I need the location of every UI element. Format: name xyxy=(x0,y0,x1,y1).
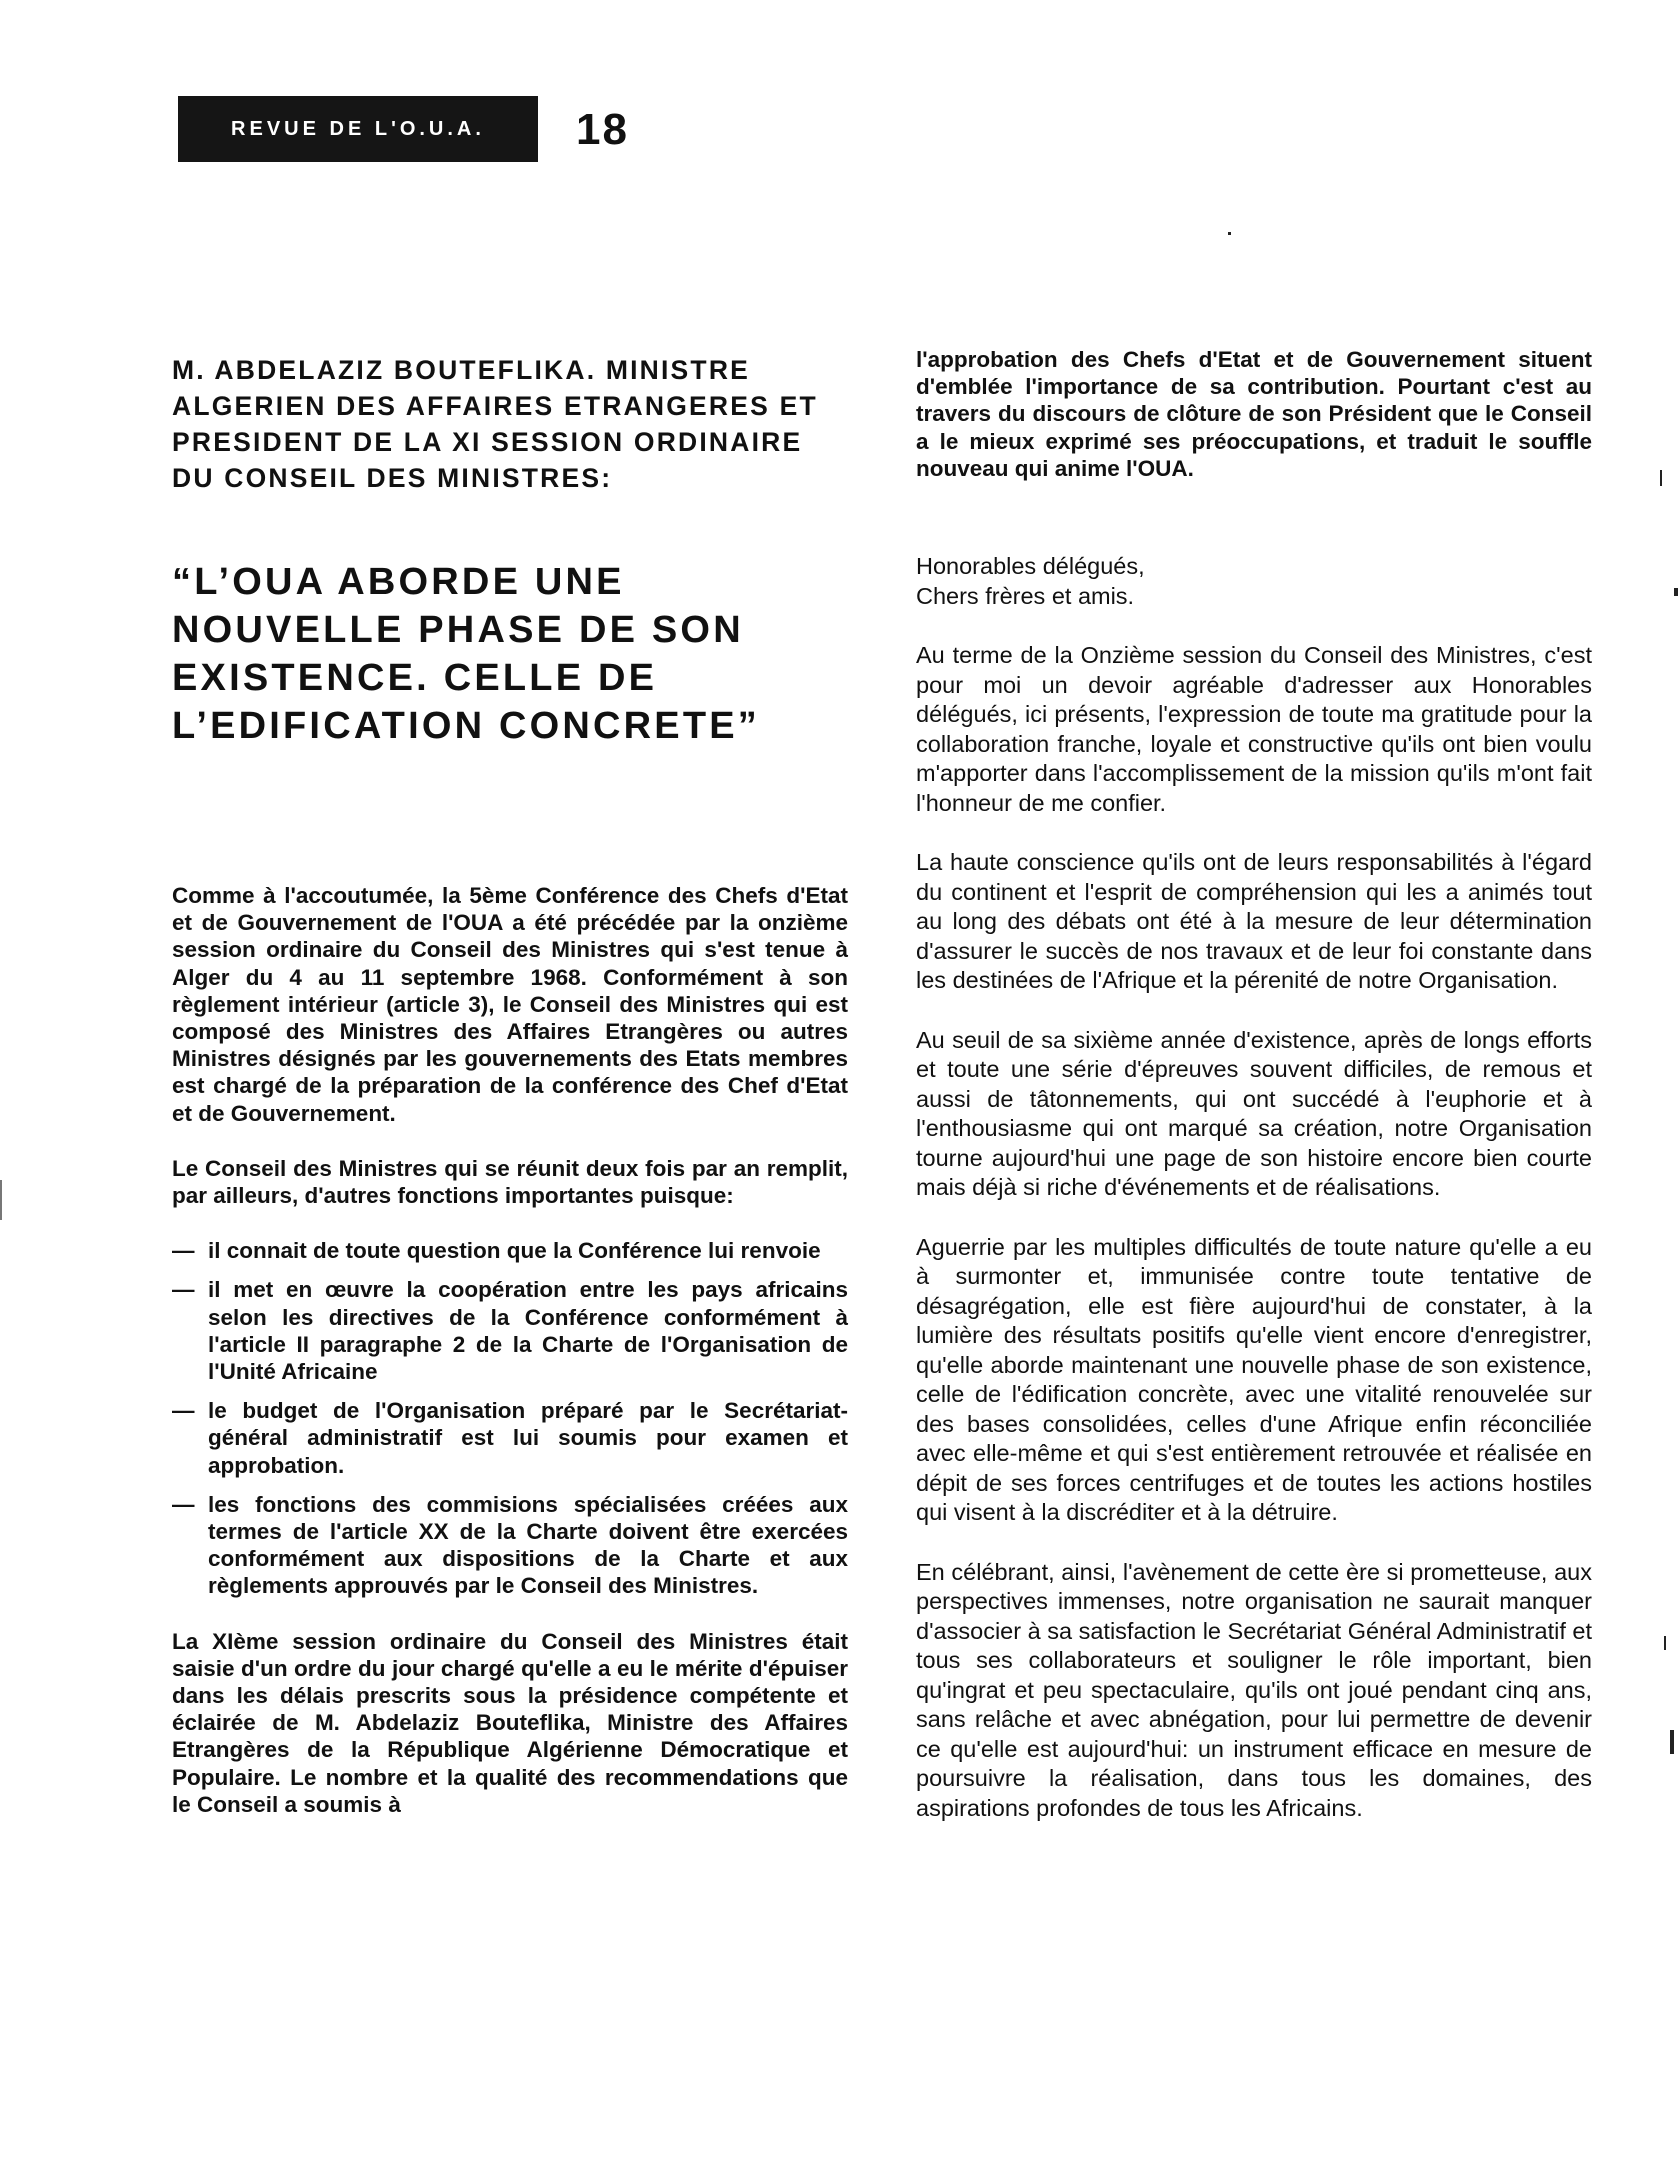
paragraph-functions: Le Conseil des Ministres qui se réunit deux fois par an remplit, par ailleurs, d'autres fonctions importantes puisque: xyxy=(172,1155,848,1209)
bullet-text: il met en œuvre la coopération entre les pays africains selon les directives de la Conférence conformément à l'article II paragraphe 2 de la Charte de l'Organisation de l'Unité Africaine xyxy=(208,1277,848,1385)
bullet-dash: — xyxy=(172,1238,195,1264)
list-item xyxy=(172,1276,848,1385)
headline-line: EXISTENCE. CELLE DE xyxy=(172,657,658,699)
list-item xyxy=(172,1397,848,1479)
scan-speck xyxy=(1664,1636,1666,1650)
article-kicker xyxy=(172,352,848,496)
bullet-text: le budget de l'Organisation préparé par le Secrétariat-général administratif est lui soumis pour examen et approbation. xyxy=(208,1398,848,1478)
kicker-line: DU CONSEIL DES MINISTRES: xyxy=(172,463,613,493)
bullet-text: les fonctions des commisions spécialisées créées aux termes de l'article XX de la Charte doivent être exercées conformément aux dispositions de la Charte et aux règlements approuvés par le Conseil des Ministres. xyxy=(208,1491,848,1599)
right-intro xyxy=(916,346,1592,482)
page-number: 18 xyxy=(576,105,629,154)
scan-speck xyxy=(1670,1730,1674,1754)
article-headline xyxy=(172,558,848,750)
kicker-line: PRESIDENT DE LA XI SESSION ORDINAIRE xyxy=(172,427,803,457)
speech-paragraph: Au terme de la Onzième session du Conseil des Ministres, c'est pour moi un devoir agréable d'adresser aux Honorables délégués, ici présents, l'expression de toute ma gratitude pour la collaboration franche, loyale et constructive qu'ils ont bien voulu m'apporter dans l'accomplissement de la mission qu'ils m'ont fait l'honneur de me confier. xyxy=(916,642,1592,816)
bullet-dash: — xyxy=(172,1277,195,1303)
paragraph-approbation: l'approbation des Chefs d'Etat et de Gouvernement situent d'emblée l'importance de sa contribution. Pourtant c'est au travers du discours de clôture de son Président que le Conseil a le mieux exprimé ses préoccupations, et traduit le souffle nouveau qui anime l'OUA. xyxy=(916,347,1592,481)
salutation-line: Chers frères et amis. xyxy=(916,582,1135,609)
journal-header-box xyxy=(178,96,538,162)
list-item xyxy=(172,1491,848,1600)
list-item xyxy=(172,1237,848,1264)
scan-speck xyxy=(0,1180,2,1220)
left-body xyxy=(172,882,848,1818)
salutation-line: Honorables délégués, xyxy=(916,553,1145,579)
speech-paragraph: Aguerrie par les multiples difficultés de toute nature qu'elle a eu à surmonter et, immunisée contre toute tentative de désagrégation, elle est fière aujourd'hui de constater, à la lumière des résultats positifs qu'elle vient encore d'enregistrer, qu'elle aborde maintenant une nouvelle phase de son existence, celle de l'édification concrète, avec une vitalité renouvelée sur des bases consolidées, celles d'une Afrique enfin réconciliée avec elle-même et qui s'est entièrement retrouvée et réalisée en dépit de ses forces centrifuges et de toutes les actions hostiles qui visent à la discréditer et à la détruire. xyxy=(916,1233,1592,1525)
kicker-line: M. ABDELAZIZ BOUTEFLIKA. MINISTRE xyxy=(172,355,751,385)
headline-line: NOUVELLE PHASE DE SON xyxy=(172,609,744,651)
scan-speck xyxy=(1228,232,1231,235)
bullet-dash: — xyxy=(172,1398,195,1424)
headline-line: “L’OUA ABORDE UNE xyxy=(172,561,625,603)
right-body xyxy=(916,552,1592,1823)
speech-paragraph: En célébrant, ainsi, l'avènement de cette ère si prometteuse, aux perspectives immenses, notre organisation ne saurait manquer d'associer à sa satisfaction le Secrétariat Général Administratif et tous ses collaborateurs et souligner le rôle important, bien qu'ingrat et peu spectaculaire, qu'ils ont joué pendant cinq ans, sans relâche et avec abnégation, pour lui permettre de devenir ce qu'elle est aujourd'hui: un instrument efficace en mesure de poursuivre la réalisation, dans tous les domaines, des aspirations profondes de tous les Africains. xyxy=(916,1558,1592,1821)
paragraph-intro: Comme à l'accoutumée, la 5ème Conférence des Chefs d'Etat et de Gouvernement de l'OUA a été précédée par la onzième session ordinaire du Conseil des Ministres qui s'est tenue à Alger du 4 au 11 septembre 1968. Conformément à son règlement intérieur (article 3), le Conseil des Ministres qui est composé des Ministres des Affaires Etrangères ou autres Ministres désignés par les gouvernements des Etats membres est chargé de la préparation de la conférence des Chef d'Etat et de Gouvernement. xyxy=(172,883,848,1126)
bullet-text: il connait de toute question que la Conférence lui renvoie xyxy=(208,1238,821,1264)
paragraph-session: La XIème session ordinaire du Conseil des Ministres était saisie d'un ordre du jour chargé qu'elle a eu le mérite d'épuiser dans les délais prescrits sous la présidence compétente et éclairée de M. Abdelaziz Bouteflika, Ministre des Affaires Etrangères de la République Algérienne Démocratique et Populaire. Le nombre et la qualité des recommendations que le Conseil a soumis à xyxy=(172,1628,848,1817)
journal-title: REVUE DE L'O.U.A. xyxy=(231,117,485,140)
scan-speck xyxy=(1674,588,1678,596)
bullet-dash: — xyxy=(172,1491,195,1517)
kicker-line: ALGERIEN DES AFFAIRES ETRANGERES ET xyxy=(172,391,818,421)
speech-paragraph: La haute conscience qu'ils ont de leurs responsabilités à l'égard du continent et l'esprit de compréhension qui les a animés tout au long des débats ont été à la mesure de leur détermination d'assurer le succès de nos travaux et de leur foi constante dans les destinées de l'Afrique et la pérenité de notre Organisation. xyxy=(916,849,1592,993)
scan-speck xyxy=(1660,470,1662,486)
speech-paragraph: Au seuil de sa sixième année d'existence, après de longs efforts et toute une série d'épreuves souvent difficiles, de remous et aussi de tâtonnements, qui ont succédé à l'euphorie et à l'enthousiasme qui ont marqué sa création, notre Organisation tourne aujourd'hui une page de son histoire encore bien courte mais déjà si riche d'événements et de réalisations. xyxy=(916,1026,1592,1200)
headline-line: L’EDIFICATION CONCRETE” xyxy=(172,705,761,747)
